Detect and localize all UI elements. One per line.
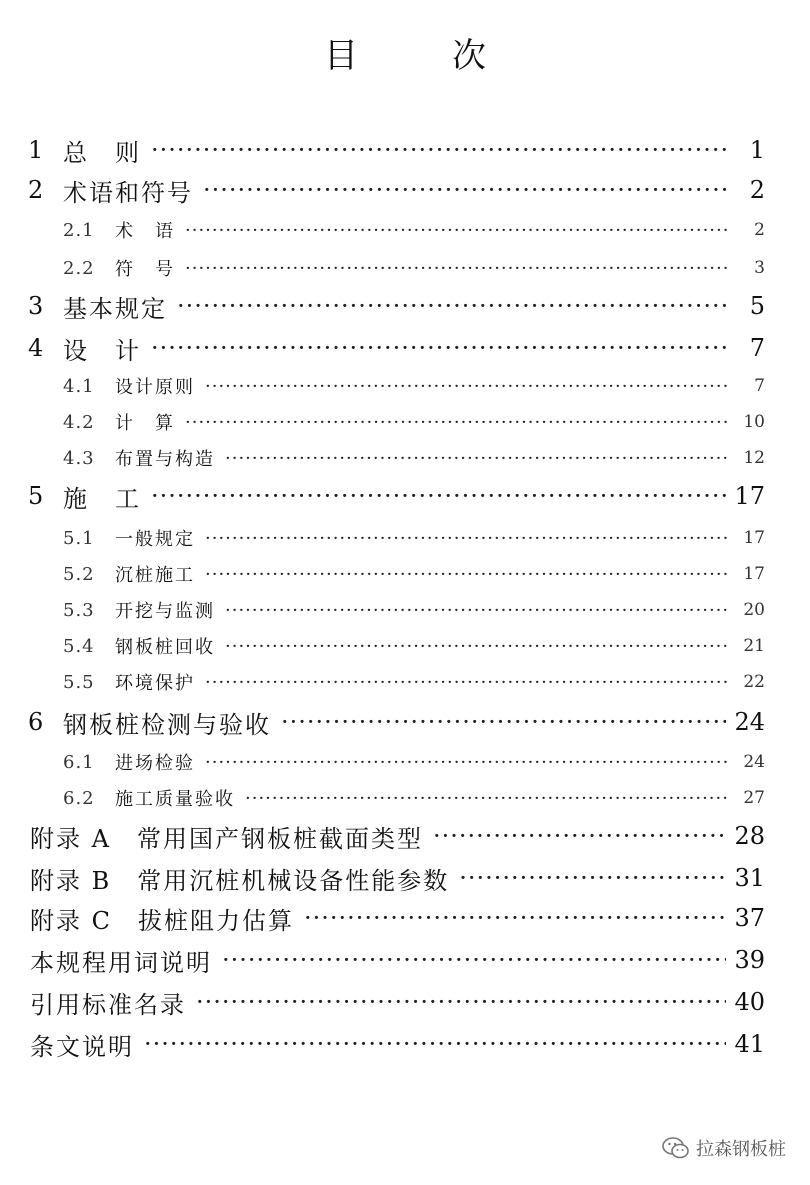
toc-entry[interactable] bbox=[0, 130, 810, 170]
toc-entry-page: 1 bbox=[749, 136, 765, 164]
dot-leader bbox=[222, 946, 726, 974]
toc-entry[interactable] bbox=[0, 476, 810, 516]
toc-entry-number: 5.4 bbox=[63, 635, 95, 657]
toc-entry[interactable] bbox=[0, 328, 810, 368]
toc-entry-page: 37 bbox=[734, 904, 765, 932]
dot-leader bbox=[151, 136, 727, 164]
toc-entry[interactable] bbox=[0, 982, 810, 1022]
toc-entry-number: 6.1 bbox=[63, 751, 95, 773]
dot-leader bbox=[151, 334, 727, 362]
toc-entry[interactable] bbox=[0, 520, 810, 556]
toc-entry[interactable] bbox=[0, 286, 810, 326]
toc-entry-page: 12 bbox=[743, 448, 765, 468]
toc-entry-page: 24 bbox=[734, 708, 765, 736]
toc-entry-page: 3 bbox=[754, 258, 765, 278]
toc-entry[interactable] bbox=[0, 592, 810, 628]
dot-leader bbox=[185, 412, 727, 433]
toc-entry-number: 5.3 bbox=[63, 599, 95, 621]
toc-entry-number: 4.3 bbox=[63, 447, 95, 469]
toc-entry[interactable] bbox=[0, 898, 810, 938]
toc-entry-label: 钢板桩检测与验收 bbox=[63, 710, 271, 739]
toc-entry-page: 7 bbox=[749, 334, 765, 362]
toc-entry-page: 17 bbox=[743, 528, 765, 548]
toc-entry-label: 本规程用词说明 bbox=[30, 948, 212, 977]
toc-entry-label: 计 算 bbox=[115, 413, 175, 434]
toc-entry-label: 进场检验 bbox=[115, 753, 195, 774]
toc-entry-page: 40 bbox=[734, 988, 765, 1016]
toc-entry[interactable] bbox=[0, 170, 810, 210]
toc-entry-number: 4.1 bbox=[63, 375, 95, 397]
toc-entry-page: 10 bbox=[743, 412, 765, 432]
toc-entry-label: 施 工 bbox=[63, 484, 141, 513]
toc-entry-page: 17 bbox=[734, 482, 765, 510]
toc-entry-page: 2 bbox=[754, 220, 765, 240]
dot-leader bbox=[225, 636, 727, 657]
dot-leader bbox=[225, 600, 727, 621]
toc-entry-label: 开挖与监测 bbox=[115, 601, 215, 622]
toc-entry-number: 2.1 bbox=[63, 219, 95, 241]
toc-entry-number: 5 bbox=[28, 482, 44, 510]
toc-entry-number: 4.2 bbox=[63, 411, 95, 433]
toc-entry-number: 2 bbox=[28, 176, 44, 204]
toc-entry-label: 附录 A 常用国产钢板桩截面类型 bbox=[30, 824, 423, 853]
toc-entry-label: 沉桩施工 bbox=[115, 565, 195, 586]
toc-entry-page: 28 bbox=[734, 822, 765, 850]
toc-entry-label: 施工质量验收 bbox=[115, 789, 235, 810]
toc-entry[interactable] bbox=[0, 780, 810, 816]
toc-entry-number: 5.2 bbox=[63, 563, 95, 585]
toc-entry-number: 6 bbox=[28, 708, 44, 736]
toc-entry-page: 39 bbox=[734, 946, 765, 974]
toc-entry-label: 附录 B 常用沉桩机械设备性能参数 bbox=[30, 866, 450, 895]
dot-leader bbox=[205, 564, 727, 585]
toc-entry-label: 附录 C 拔桩阻力估算 bbox=[30, 906, 294, 935]
toc-entry-page: 7 bbox=[754, 376, 765, 396]
toc-entry[interactable] bbox=[0, 440, 810, 476]
dot-leader bbox=[144, 1030, 726, 1058]
toc-entry-label: 环境保护 bbox=[115, 673, 195, 694]
toc-entry-label: 钢板桩回收 bbox=[115, 637, 215, 658]
toc-entry-page: 21 bbox=[743, 636, 765, 656]
watermark-text: 拉森钢板桩 bbox=[696, 1139, 786, 1160]
page-title: 目 次 bbox=[324, 36, 516, 76]
toc-entry-page: 24 bbox=[743, 752, 765, 772]
toc-entry-number: 6.2 bbox=[63, 787, 95, 809]
toc-entry[interactable] bbox=[0, 702, 810, 742]
wechat-icon bbox=[662, 1137, 690, 1159]
toc-entry-label: 一般规定 bbox=[115, 529, 195, 550]
toc-entry-number: 4 bbox=[28, 334, 44, 362]
dot-leader bbox=[433, 822, 726, 850]
toc-entry-label: 符 号 bbox=[115, 259, 175, 280]
dot-leader bbox=[177, 292, 727, 320]
dot-leader bbox=[203, 176, 727, 204]
toc-entry-label: 术 语 bbox=[115, 221, 175, 242]
toc-entry-number: 5.1 bbox=[63, 527, 95, 549]
dot-leader bbox=[205, 672, 727, 693]
toc-entry[interactable] bbox=[0, 556, 810, 592]
toc-entry[interactable] bbox=[0, 212, 810, 248]
toc-entry[interactable] bbox=[0, 628, 810, 664]
toc-entry[interactable] bbox=[0, 816, 810, 856]
dot-leader bbox=[185, 258, 727, 279]
toc-entry-page: 27 bbox=[743, 788, 765, 808]
toc-entry-page: 31 bbox=[734, 864, 765, 892]
dot-leader bbox=[459, 864, 726, 892]
toc-entry-label: 引用标准名录 bbox=[30, 990, 186, 1019]
toc-entry-page: 41 bbox=[734, 1030, 765, 1058]
toc-entry-label: 总 则 bbox=[63, 138, 141, 167]
dot-leader bbox=[205, 528, 727, 549]
toc-entry-page: 5 bbox=[749, 292, 765, 320]
dot-leader bbox=[205, 752, 727, 773]
toc-entry-page: 2 bbox=[749, 176, 765, 204]
dot-leader bbox=[281, 708, 726, 736]
dot-leader bbox=[185, 220, 727, 241]
toc-entry[interactable] bbox=[0, 404, 810, 440]
toc-entry-label: 条文说明 bbox=[30, 1032, 134, 1061]
dot-leader bbox=[245, 788, 727, 809]
toc-entry-number: 1 bbox=[28, 136, 44, 164]
watermark bbox=[662, 1135, 786, 1161]
toc-entry-label: 术语和符号 bbox=[63, 178, 193, 207]
toc-entry-label: 设 计 bbox=[63, 336, 141, 365]
toc-entry-label: 布置与构造 bbox=[115, 449, 215, 470]
toc-entry-label: 设计原则 bbox=[115, 377, 195, 398]
toc-entry-number: 3 bbox=[28, 292, 44, 320]
toc-entry-page: 17 bbox=[743, 564, 765, 584]
toc-entry-number: 5.5 bbox=[63, 671, 95, 693]
toc-entry[interactable] bbox=[0, 664, 810, 700]
toc-entry-number: 2.2 bbox=[63, 257, 95, 279]
toc-entry[interactable] bbox=[0, 368, 810, 404]
dot-leader bbox=[151, 482, 726, 510]
dot-leader bbox=[304, 904, 726, 932]
toc-entry[interactable] bbox=[0, 744, 810, 780]
toc-entry-page: 22 bbox=[743, 672, 765, 692]
toc-entry[interactable] bbox=[0, 250, 810, 286]
toc-entry[interactable] bbox=[0, 1024, 810, 1064]
toc-entry-page: 20 bbox=[743, 600, 765, 620]
dot-leader bbox=[225, 448, 727, 469]
dot-leader bbox=[196, 988, 726, 1016]
toc-entry[interactable] bbox=[0, 858, 810, 898]
toc-entry[interactable] bbox=[0, 940, 810, 980]
dot-leader bbox=[205, 376, 727, 397]
toc-entry-label: 基本规定 bbox=[63, 294, 167, 323]
